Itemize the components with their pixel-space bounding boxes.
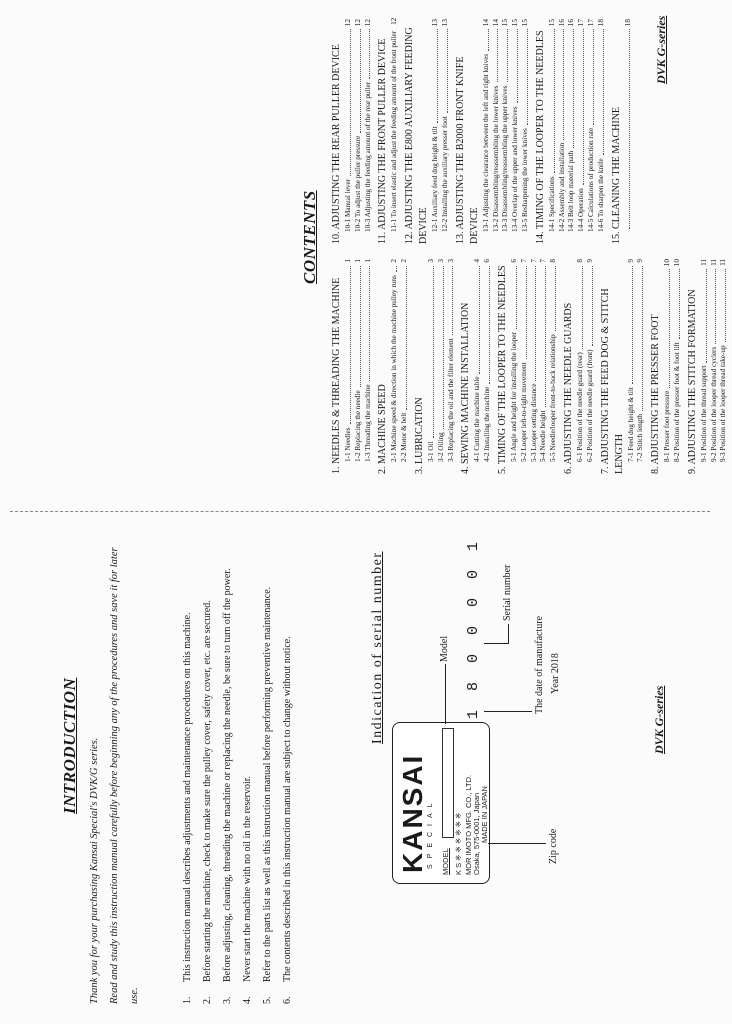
- toc-page-number: 4: [473, 259, 482, 263]
- toc-leader-dots: [719, 269, 726, 343]
- toc-gap: [633, 19, 636, 244]
- toc-page-number: 14: [491, 19, 500, 27]
- toc-leader-dots: [447, 266, 454, 336]
- toc-entry: [520, 259, 530, 474]
- toc-page-number: 3: [426, 259, 435, 263]
- toc-leader-dots: [400, 266, 407, 410]
- toc-page-number: 17: [577, 19, 586, 27]
- plate-ks: K S ※ ※ ※ ※ ※ ※: [454, 812, 463, 875]
- toc-entry: [627, 259, 637, 474]
- toc-entry: [719, 259, 729, 474]
- toc-leader-dots: [354, 29, 361, 133]
- plate-model-label: MODEL: [441, 848, 450, 875]
- toc-entry: [344, 19, 354, 244]
- toc-entry-title: 3-2 Oiling: [436, 432, 445, 462]
- toc-entry: [431, 19, 441, 244]
- toc-page-number: 1: [353, 259, 362, 263]
- toc-page-number: 12: [353, 19, 362, 27]
- model-leader-line: [445, 664, 446, 724]
- toc-leader-dots: [673, 269, 680, 339]
- toc-leader-dots: [344, 266, 351, 425]
- toc-entry: [390, 19, 400, 244]
- toc-page-number: 6: [483, 259, 492, 263]
- serial-number-label: Serial number: [502, 564, 513, 621]
- toc-entry-title: 14-4 Operation: [577, 188, 586, 232]
- item-number: 5.: [262, 996, 273, 1004]
- toc-page-number: 15: [547, 19, 556, 27]
- toc-entry: [473, 259, 483, 474]
- item-number: 6.: [282, 996, 293, 1004]
- toc-leader-dots: [548, 29, 555, 173]
- toc-page-number: 7: [529, 259, 538, 263]
- toc-entry-title: 10-3 Adjusting the feeding amount of the rear puller: [363, 81, 372, 232]
- toc-leader-dots: [483, 266, 490, 384]
- plate-made-in: MADE IN JAPAN: [480, 786, 489, 843]
- toc-leader-dots: [710, 269, 717, 344]
- item-text: This instruction manual describes adjustments and maintenance procedures on this machine.: [182, 612, 193, 982]
- toc-entry-title: 2-2 Motor & belt: [400, 412, 409, 462]
- list-item: [278, 534, 298, 1004]
- toc-entry: [567, 19, 577, 244]
- toc-leader-dots: [627, 266, 634, 385]
- zip-code-label: Zip code: [548, 828, 559, 864]
- toc-leader-dots: [520, 266, 527, 360]
- toc-entry: [539, 259, 549, 474]
- toc-page-number: 10: [663, 259, 672, 267]
- toc-heading: 10. ADJUSTING THE REAR PULLER DEVICE: [331, 44, 342, 244]
- kansai-logo-sub: SPECIAL: [427, 797, 434, 869]
- toc-entry-title: 13-4 Overlap of the upper and lower knives: [511, 106, 520, 232]
- toc-page-number: 8: [575, 259, 584, 263]
- toc-page-number: 12: [390, 17, 399, 25]
- list-item: [198, 534, 218, 1004]
- toc-page-number: 15: [511, 19, 520, 27]
- toc-entry: [673, 259, 683, 474]
- toc-entry-title: 10-2 To adjust the puller pressure: [353, 135, 362, 232]
- toc-page-number: 16: [557, 19, 566, 27]
- toc-entry-title: 7-2 Stitch length: [636, 414, 645, 462]
- toc-heading: 5. TIMING OF THE LOOPER TO THE NEEDLES: [496, 265, 508, 474]
- toc-leader-dots: [511, 29, 518, 103]
- serial-section-title: Indication of serial number: [370, 551, 385, 744]
- toc-page-number: 1: [363, 259, 372, 263]
- list-item: [178, 534, 198, 1004]
- toc-entry: [482, 19, 492, 244]
- item-text: The contents described in this instruction manual are subject to change without notice.: [282, 636, 293, 982]
- toc-heading: 1. NEEDLES & THREADING THE MACHINE: [331, 277, 342, 474]
- serial-number: 1 8 0 0 0 0 1: [465, 536, 482, 719]
- toc-entry: [492, 19, 502, 244]
- year-label: Year 2018: [550, 653, 561, 694]
- toc-entry: [530, 259, 540, 474]
- toc-entry: [354, 259, 364, 474]
- footer-left: DVK G-series: [652, 685, 666, 754]
- toc-entry-title: 13-2 Disassembling/reassembling the lower knives: [491, 85, 500, 232]
- toc-leader-dots: [567, 29, 574, 148]
- toc-leader-dots: [482, 29, 489, 51]
- toc-entry-title: 3-3 Replacing the oil and the filter element: [446, 338, 455, 462]
- toc-entry-title: 5-3 Looper setting distance: [529, 383, 538, 462]
- toc-entry: [549, 259, 559, 474]
- toc-entry-title: 9-1 Position of the thread support: [699, 365, 708, 462]
- toc-heading: 9. ADJUSTING THE STITCH FORMATION: [686, 289, 698, 474]
- toc-leader-dots: [390, 266, 397, 273]
- toc-page-number: 18: [623, 19, 632, 27]
- toc-page-number: 16: [567, 19, 576, 27]
- toc-page-number: 1: [344, 259, 352, 263]
- item-number: 4.: [242, 996, 253, 1004]
- toc-page-number: 12: [363, 19, 372, 27]
- toc-page-number: 9: [626, 259, 635, 263]
- item-text: Before starting the machine, check to make sure the pulley cover, safety cover, etc. are secured.: [202, 600, 213, 982]
- zip-leader-line: [488, 843, 546, 844]
- toc-entry-title: 4-2 Installing the machine: [483, 386, 492, 462]
- toc-heading: 3. LUBRICATION: [413, 397, 425, 474]
- toc-entry: [663, 259, 673, 474]
- toc-entry-title: 2-1 Machine speed & direction in which the machine pulley runs: [390, 275, 399, 462]
- toc-entry-title: 4-1 Cutting the machine table: [473, 376, 482, 462]
- toc-entry: [483, 259, 493, 474]
- toc-page-number: 15: [501, 19, 510, 27]
- toc-leader-dots: [344, 29, 351, 176]
- footer-right: DVK G-series: [654, 15, 668, 84]
- toc-page-number: 18: [596, 19, 605, 27]
- toc-entry: [576, 259, 586, 474]
- toc-entry: [586, 259, 596, 474]
- toc-entry-title: 13-1 Adjusting the clearance between the left and right knives: [481, 53, 490, 232]
- toc-leader-dots: [587, 29, 594, 125]
- toc-heading: 13. ADJUSTING THE B2000 FRONT KNIFE DEVICE: [454, 56, 480, 244]
- toc-entry: [597, 19, 607, 244]
- toc-leader-dots: [510, 266, 517, 329]
- toc-heading: 2. MACHINE SPEED: [377, 384, 389, 474]
- date-leader-line: [484, 711, 532, 712]
- item-number: 2.: [202, 996, 213, 1004]
- toc-entry-title: 8-1 Presser foot pressure: [663, 390, 672, 462]
- toc-entry-title: 5-1 Angle and height for installing the looper: [509, 332, 518, 462]
- contents-title: CONTENTS: [300, 190, 319, 284]
- toc-leader-dots: [636, 266, 643, 411]
- toc-page-number: 10: [672, 259, 681, 267]
- toc-entry: [344, 259, 354, 474]
- plate-maker: MOR IMOTO MFG. CO., LTD.: [464, 774, 473, 875]
- toc-entry-title: 14-5 Calculations of production rate: [586, 127, 595, 232]
- toc-entry: [364, 19, 374, 244]
- toc-entry: [636, 259, 646, 474]
- toc-page-number: 15: [520, 19, 529, 27]
- toc-heading: 11. ADJUSTING THE FRONT PULLER DEVICE: [377, 38, 389, 244]
- item-number: 1.: [182, 996, 193, 1004]
- toc-page-number: 14: [481, 19, 490, 27]
- toc-page-number: 6: [509, 259, 518, 263]
- toc-leader-dots: [427, 266, 434, 439]
- toc-page-number: 11: [699, 259, 708, 266]
- contents-column-2: [330, 19, 636, 244]
- toc-heading: 6. ADJUSTING THE NEEDLE GUARDS: [562, 302, 574, 474]
- toc-entry: [390, 259, 400, 474]
- toc-leader-dots: [549, 266, 556, 332]
- toc-leader-dots: [364, 29, 371, 79]
- toc-entry: [354, 19, 364, 244]
- toc-entry: [558, 19, 568, 244]
- toc-entry-title: 7-1 Feed dog height & tilt: [626, 387, 635, 462]
- serial-leader-line: [484, 643, 508, 644]
- toc-entry-title: 13-5 Resharpening the lower knives: [520, 128, 529, 232]
- manufacture-date-label: The date of manufacture: [534, 615, 545, 714]
- toc-leader-dots: [492, 29, 499, 82]
- thanks-text: Thank you for your purchasing Kansai Special's DVK/G series.: [89, 737, 100, 1004]
- toc-entry: [400, 259, 410, 474]
- toc-entry-title: 10-1 Manual lever: [344, 178, 352, 232]
- plate-model-box: [442, 728, 454, 838]
- toc-page-number: 8: [549, 259, 558, 263]
- toc-entry: [510, 259, 520, 474]
- toc-page-number: 7: [519, 259, 528, 263]
- toc-leader-dots: [521, 29, 528, 125]
- toc-leader-dots: [530, 266, 537, 381]
- toc-entry: [587, 19, 597, 244]
- toc-leader-dots: [700, 269, 707, 363]
- toc-entry-title: 9-3 Position of the looper thread take-up: [719, 345, 728, 462]
- toc-leader-dots: [501, 29, 508, 82]
- toc-heading: 12. ADJUSTING THE E800 AUXILIARY FEEDING DEVICE: [404, 27, 430, 244]
- item-text: Refer to the parts list as well as this instruction manual before performing preventive maintenance.: [262, 586, 273, 982]
- toc-entry: [441, 19, 451, 244]
- toc-leader-dots: [576, 266, 583, 350]
- introduction-title: INTRODUCTION: [60, 677, 79, 814]
- toc-page-number: 9: [636, 259, 645, 263]
- toc-entry-title: 8-2 Position of the presser foot & foot lift: [672, 342, 681, 462]
- toc-entry-title: 6-1 Position of the needle guard (rear): [575, 352, 584, 462]
- toc-leader-dots: [597, 29, 604, 155]
- model-label: Model: [439, 635, 450, 662]
- toc-leader-dots: [586, 266, 593, 347]
- name-plate: [392, 722, 490, 884]
- toc-leader-dots: [354, 266, 361, 388]
- toc-page-number: 17: [586, 19, 595, 27]
- toc-entry-title: 1-1 Needles: [344, 427, 352, 462]
- toc-leader-dots: [624, 29, 631, 229]
- toc-leader-dots: [437, 266, 444, 430]
- toc-entry-title: 3-1 Oil: [426, 441, 435, 462]
- toc-page-number: 12: [344, 19, 352, 27]
- toc-entry-title: 1-3 Threading the machine: [363, 384, 372, 462]
- toc-page-number: 3: [436, 259, 445, 263]
- serial-leader-tail: [508, 624, 509, 644]
- toc-page-number: 11: [719, 259, 728, 266]
- toc-leader-dots: [663, 269, 670, 388]
- toc-leader-dots: [364, 266, 371, 382]
- toc-entry-title: 14-1 Specifications: [547, 176, 556, 232]
- toc-entry-title: 5-5 Needle/looper front-to-back relationship: [549, 334, 558, 462]
- toc-entry-title: 12-1 Auxiliary feed dog height & tilt: [431, 126, 440, 232]
- toc-entry: [710, 259, 720, 474]
- toc-leader-dots: [577, 29, 584, 185]
- plate-address: Osaka, 575-0001, Japan: [472, 792, 481, 875]
- toc-heading: 4. SEWING MACHINE INSTALLATION: [460, 302, 472, 474]
- toc-leader-dots: [473, 266, 480, 374]
- toc-entry: [437, 259, 447, 474]
- item-number: 3.: [222, 996, 233, 1004]
- toc-entry-title: 1-2 Replacing the needle: [353, 390, 362, 462]
- toc-page-number: 9: [585, 259, 594, 263]
- toc-page-number: 13: [440, 19, 449, 27]
- toc-entry: [427, 259, 437, 474]
- toc-page-number: 7: [539, 259, 548, 263]
- toc-heading: 7. ADJUSTING THE FEED DOG & STITCH LENGTH: [599, 288, 625, 474]
- toc-page-number: 3: [446, 259, 455, 263]
- toc-entry: [548, 19, 558, 244]
- toc-entry: [700, 259, 710, 474]
- list-item: [238, 534, 258, 1004]
- fold-line: [10, 511, 710, 512]
- toc-page-number: 2: [400, 259, 409, 263]
- toc-page-number: 13: [431, 19, 440, 27]
- introduction-list: [178, 534, 298, 1004]
- toc-page-number: 2: [390, 259, 399, 263]
- toc-leader-dots: [539, 266, 546, 408]
- toc-entry: [577, 19, 587, 244]
- introduction-lead: [85, 534, 145, 1004]
- toc-heading: 8. ADJUSTING THE PRESSER FOOT: [650, 314, 662, 474]
- item-text: Never start the machine with no oil in the reservoir.: [242, 775, 253, 982]
- toc-leader-dots: [441, 29, 448, 113]
- toc-entry: [501, 19, 511, 244]
- toc-entry-title: 6-2 Position of the needle guard (front): [585, 349, 594, 462]
- toc-entry-title: 13-3 Disassembling/reassembling the upper knives: [501, 85, 510, 232]
- read-text: Read and study this instruction manual carefully before beginning any of the procedures and save it for later use.: [109, 547, 140, 1004]
- toc-entry-title: 5-2 Looper left-to-right movement: [519, 362, 528, 462]
- toc-page-number: 11: [709, 259, 718, 266]
- list-item: [218, 534, 238, 1004]
- toc-entry-title: 14-2 Assembly and installation: [557, 142, 566, 232]
- list-item: [258, 534, 278, 1004]
- toc-heading: 14. TIMING OF THE LOOPER TO THE NEEDLES: [534, 30, 546, 244]
- toc-entry-title: 14-3 Belt loop material path: [567, 150, 576, 232]
- toc-entry-title: 14-6 To sharpen the knife: [596, 158, 605, 232]
- contents-column-1: [330, 259, 732, 474]
- item-text: Before adjusting, cleaning, threading the machine or replacing the needle, be sure to turn off the power.: [222, 568, 233, 982]
- toc-entry: [447, 259, 457, 474]
- toc-entry-title: 11-1 To insert elastic and adjust the feeding amount of the front puller: [390, 30, 399, 232]
- toc-heading: 15. CLEANING THE MACHINE: [610, 106, 622, 244]
- toc-entry: [511, 19, 521, 244]
- toc-entry-title: 5-4 Needle height: [539, 410, 548, 462]
- toc-leader-dots: [558, 29, 565, 140]
- toc-leader-dots: [431, 29, 438, 123]
- toc-entry: [624, 19, 634, 244]
- toc-entry-title: 9-2 Position of the looper thread cyclers: [709, 346, 718, 462]
- toc-entry: [364, 259, 374, 474]
- toc-entry: [521, 19, 531, 244]
- kansai-logo: KANSAI: [397, 753, 428, 873]
- toc-entry-title: 12-2 Installing the auxiliary presser foot: [440, 116, 449, 232]
